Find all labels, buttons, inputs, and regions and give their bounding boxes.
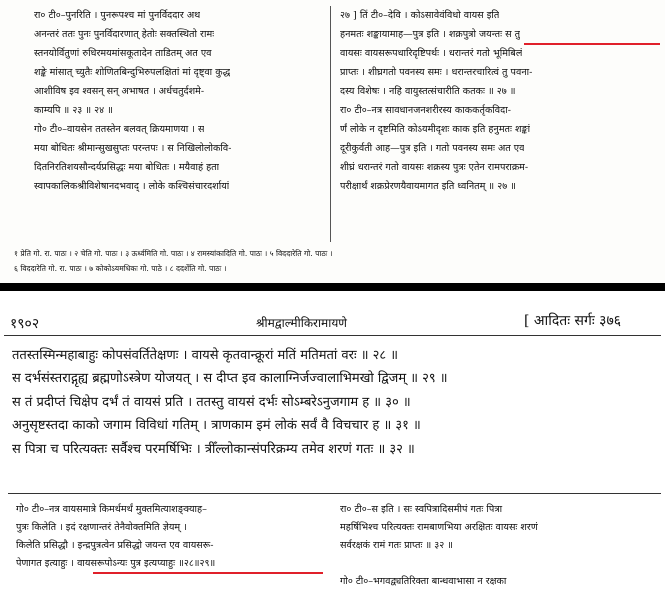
text-line: गो० टी०–वायसेन ततस्तेन बलवत् क्रियमाणया । स: [34, 124, 205, 135]
page-number: १९०२: [10, 316, 40, 332]
text-line: पुत्रः किलेति । इदं रक्षणान्तरं तेनैवोक्तमिति ज्ञेयम् ।: [16, 522, 187, 533]
verse-line: स पित्रा च परित्यक्तः सर्वैश्च परमर्षिभिः । त्रीँल्लोकान्संपरिक्रम्य तमेव शरणं गतः ॥ ३२ ॥: [12, 441, 415, 457]
text-line: वायसः वायसरूपधारिदृष्टिपर्थः । धरान्तरं गतो भूमिबिलं: [340, 48, 523, 59]
column-divider: [330, 6, 331, 242]
footnotes: [14, 246, 333, 276]
text-line: महर्षिभिश्च परित्यक्तः रामबाणभिया अरक्षितः वायसः शरणं: [340, 522, 538, 533]
highlight-underline-bottom: [93, 572, 323, 574]
text-line: रा० टी०–नत्र सावधानजनशरीरस्य काककर्तृकविदा-: [340, 105, 511, 116]
verse-line: अनुसृष्टस्तदा काको जगाम विविधां गतिम् । त्राणकाम इमं लोकं सर्वं वै विचचार ह ॥ ३१ ॥: [12, 418, 421, 434]
text-line: गो० टी०–नत्र वायसमात्रे किमर्थमर्थं मुक्तमित्याशङ्क्याह–: [16, 504, 207, 515]
footnote-line: १ प्रेति गो. रा. पाठः । २ चेति गो. पाठः । ३ ऊर्ध्वमिति गो. पाठः । ४ रामस्यांकादिति गो. पाठः । ५ विददारेति गो. पाठः ।: [14, 249, 333, 258]
verse-line: ततस्तस्मिन्महाबाहुः कोपसंवर्तितेक्षणः । वायसे कृतवान्क्रूरां मतिं मतिमतां वरः ॥ २८ ॥: [12, 348, 399, 363]
text-line: गो० टी०–भगवद्व्यतिरिक्ता बान्धवाभासा न रक्षका: [340, 576, 507, 587]
text-line: मया बोधितः श्रीमान्सुखसुप्तः परन्तपः । स निखिलोलोकवि-: [34, 143, 232, 154]
verse-commentary-rule: [8, 493, 661, 494]
footnote-line: ६ विददारेति गो. रा. पाठः । ७ कोकोऽयमधिकः गो. पाठे । ८ ददर्शेति गो. पाठः ।: [14, 264, 227, 273]
text-line: पेणागत इत्याहुः । वायसरूपोऽन्यः पुत्र इत्यप्याहुः ॥२८॥२९॥: [16, 558, 216, 569]
header-rule: [4, 335, 661, 336]
page-1902: [0, 291, 665, 602]
text-line: रा० टी०–पुनरिति । पुनरूपश्च मां पुनर्विददार अथ: [34, 10, 201, 21]
highlight-underline-top: [524, 43, 660, 45]
commentary-left-column: [16, 501, 215, 573]
top-right-commentary-column: [340, 6, 658, 196]
text-line: सर्वरक्षकं रामं गतः प्राप्तः ॥ ३२ ॥: [340, 540, 454, 551]
text-line: अनन्तरं ततः पुनः पुनर्विदारणात् हेतोः सक्तस्थितो रामः: [34, 29, 215, 40]
text-line: हनमतः शङ्कायामाह—पुत्र इति । शक्रपुत्रो जयन्तः स तु: [340, 29, 521, 40]
section-reference: [ आदितः सर्गः ३७६: [524, 313, 622, 329]
separator-band: [0, 283, 665, 291]
text-line: दितनिरतिशयसौन्दर्यप्रसिद्धः मया बोधितः । मयैवाहं हता: [34, 162, 220, 173]
text-line: काम्यपि ॥ २३ ॥ २४ ॥: [34, 105, 113, 116]
text-line: दस्य विशेषः । नहि वायुस्तत्संचारीति कतकः ॥ २७ ॥: [340, 86, 516, 97]
text-line: शङ्के मांसात् च्युतैः शोणितबिन्दुभिरुपलक्षितां मां दृष्ट्वा कुद्ध: [34, 67, 231, 78]
text-line: आशीविष इव श्वसन् सन् अभाषत । अर्धचतुर्दशमे-: [34, 86, 205, 97]
text-line: प्राप्तः । शीघ्रगतो पवनस्य समः । धरान्तरचारित्वं तु पवना-: [340, 67, 533, 78]
text-line: स्वापकालिकश्रीविशेषानदभवाद् । लोके कश्चिसंचारदर्शायां: [34, 181, 230, 192]
top-scan-fragment: [0, 0, 665, 283]
running-title: श्रीमद्वाल्मीकिरामायणे: [256, 316, 347, 330]
text-line: किलेति प्रसिद्धौ । इन्द्रपुत्रत्वेन प्रसिद्धो जयन्त एव वायसरू-: [16, 540, 214, 551]
text-line: २७ ] तिं टी०–देवि । कोऽसावेवंविधो वायस इति: [340, 10, 500, 21]
text-line: परीक्षार्थं शक्रप्रेरणयैवायमागत इति ध्वनितम् ॥ २७ ॥: [340, 181, 516, 192]
verse-line: स तं प्रदीप्तं चिक्षेप दर्भं तं वायसं प्रति । ततस्तु वायसं दर्भः सोऽम्बरेऽनुजगाम ह ॥ ३० ॥: [12, 394, 411, 410]
verse-block: [12, 344, 448, 461]
text-line: दूरीकुर्वती आह—पुत्र इति । गतो पवनस्य समः अत एव: [340, 143, 525, 154]
text-line: रा० टी०–स इति । सः स्वपित्रादिसमीपं गतः पित्रा: [340, 504, 503, 515]
commentary-right-column: [340, 501, 538, 591]
top-left-commentary-column: [34, 6, 320, 196]
text-line: शीघ्रं धरान्तरं गतो वायसः शक्रस्य पुत्रः एतेन रामपराक्रम-: [340, 162, 529, 173]
text-line: र्णं लोके न दृष्टमिति कोऽयमीदृशः काक इति हनुमतः शङ्कां: [340, 124, 531, 135]
text-line: स्तनयोर्वितुणां रुधिरमयमांसकूतादेन ताडितम् अत एव: [34, 48, 212, 59]
verse-line: स दर्भसंस्तराद्गृह्य ब्रह्मणोऽस्त्रेण योजयत् । स दीप्त इव कालाग्निर्जज्वालाभिमखो द्विजम् ॥ २९ ॥: [12, 371, 448, 387]
